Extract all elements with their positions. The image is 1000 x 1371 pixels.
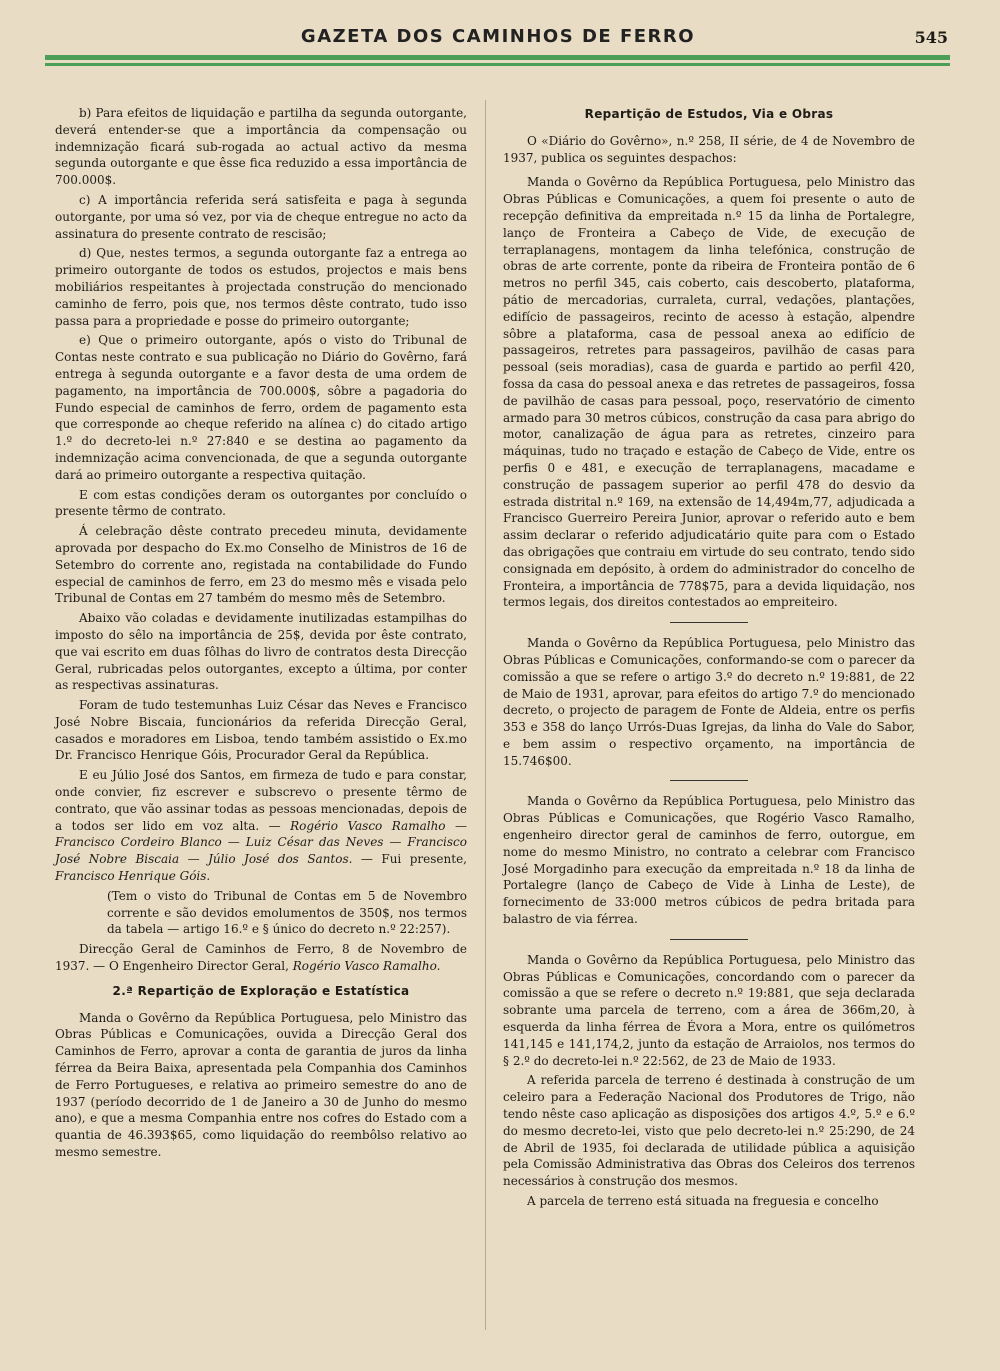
direction-signature: Rogério Vasco Ramalho. (292, 959, 441, 974)
signature-tail: — Fui presente, (352, 852, 467, 867)
journal-title: GAZETA DOS CAMINHOS DE FERRO (300, 26, 696, 47)
paragraph-conditions: E com estas condições deram os outorgantes por concluído o presente têrmo de contrato. (55, 487, 467, 519)
tribunal-note: (Tem o visto do Tribunal de Contas em 5 de Novembro corrente e são devidos emolumentos de 350$, nos termos da tabela — artigo 16.º e § único do decreto n.º 22:257). (107, 888, 467, 937)
paragraph-stamps: Abaixo vão coladas e devidamente inutilizadas estampilhas do imposto do sêlo na importância de 25$, devida por êste contrato, que vai escrito em duas fôlhas do livro de contratos desta Direcção Geral, rubricadas pelos outorgantes, excepto a última, por conter as respectivas assinaturas. (55, 611, 467, 693)
paragraph-e: e) Que o primeiro outorgante, após o visto do Tribunal de Contas neste contrato e sua publicação no Diário do Govêrno, fará entrega à segunda outorgante e a favor desta de uma ordem de pagamento, na importância de 700.000$, sôbre a pagadoria do Fundo especial de caminhos de ferro, ordem de pagamento esta que corresponde ao cheque referido na alínea c) do citado artigo 1.º do decreto-lei n.º 27:840 e se destina ao pagamento da indemnização acima convencionada, de que a segunda outorgante dará ao primeiro outorgante a respectiva quitação. (55, 333, 467, 482)
paragraph-fonte-aldeia: Manda o Govêrno da República Portuguesa, pelo Ministro das Obras Públicas e Comunicações, conformando-se com o parecer da comissão a que se refere o artigo 3.º do decreto n.º 19:881, de 22 de Maio de 1931, aprovar, para efeitos do artigo 7.º do mencionado decreto, o projecto de paragem de Fonte de Aldeia, entre os perfis 353 e 358 do lanço Urrós-Duas Igrejas, da linha do Vale do Sabor, e bem assim o respectivo orçamento, na importância de 15.746$00. (503, 636, 915, 768)
header-rule-thick (45, 55, 950, 60)
paragraph-parcela: A parcela de terreno está situada na freguesia e concelho (527, 1194, 879, 1209)
paragraph-celeiro: A referida parcela de terreno é destinada à construção de um celeiro para a Federação Nacional dos Produtores de Trigo, não tendo nêste caso aplicação as disposições dos artigos 4.º, 5.º e 6.º do mesmo decreto-lei, visto que pelo decreto-lei n.º 25:290, de 24 de Abril de 1935, foi declarada de utilidade pública a aquisição pela Comissão Administrativa das Obras dos Celeiros dos terrenos necessários à construção dos mesmos. (503, 1073, 915, 1189)
page-number: 545 (914, 28, 948, 47)
paragraph-d: d) Que, nestes termos, a segunda outorgante faz a entrega ao primeiro outorgante de todos os estudos, projectos e mais bens mobiliários respeitantes à projectada construção do mencionado caminho de ferro, pois que, nos termos dêste contrato, tudo isso passa para a propriedade e posse do primeiro outorgante; (55, 246, 467, 328)
signature-intro: E eu Júlio José dos Santos, em firmeza de tudo e para constar, onde convier, fiz escrever e subscrevo o presente têrmo de contrato, que vão assinar todas as pessoas mencionadas, depois de a todos ser lido em voz alta. — (55, 768, 467, 833)
header-rule-thin (45, 63, 950, 66)
paragraph-arraiolos: Manda o Govêrno da República Portuguesa, pelo Ministro das Obras Públicas e Comunicações, concordando com o parecer da comissão a que se refere o decreto n.º 19:881, que seja declarada sobrante uma parcela de terreno, com a área de 366m,20, à esquerda da linha férrea de Évora a Mora, entre os quilómetros 141,145 e 141,174,2, junto da estação de Arraiolos, nos termos do § 2.º do decreto-lei n.º 22:562, de 23 de Maio de 1933. (503, 952, 915, 1068)
paragraph-diario: O «Diário do Govêrno», n.º 258, II série, de 4 de Novembro de 1937, publica os seguintes despachos: (503, 133, 915, 165)
section-heading-estudos: Repartição de Estudos, Via e Obras (584, 107, 834, 121)
paragraph-b: b) Para efeitos de liquidação e partilha da segunda outorgante, deverá entender-se que a importância da compensação ou indemnização ficará sub-rogada ao actual activo da mesma segunda outorgante e que êsse fica reduzido a essa importância de 700.000$. (55, 106, 467, 188)
left-column (55, 105, 467, 1164)
column-gutter (485, 100, 486, 1330)
paragraph-signatures (55, 767, 467, 885)
paragraph-beira-baixa: Manda o Govêrno da República Portuguesa, pelo Ministro das Obras Públicas e Comunicações, ouvida a Direcção Geral dos Caminhos de Ferro, aprovar a conta de garantia de juros da linha férrea da Beira Baixa, apresentada pela Companhia dos Caminhos de Ferro Portugueses, e relativa ao primeiro semestre do ano de 1937 (período decorrido de 1 de Janeiro a 30 de Junho do mesmo ano), e que a mesma Companhia entre nos cofres do Estado com a quantia de 46.393$65, como liquidação do reembôlso relativo ao mesmo semestre. (55, 1010, 467, 1160)
right-column (503, 102, 915, 1213)
paragraph-fronteira: Manda o Govêrno da República Portuguesa, pelo Ministro das Obras Públicas e Comunicações, a quem foi presente o auto de recepção definitiva da empreitada n.º 15 da linha de Portalegre, lanço de Fronteira a Cabeço de Vide, de execução de terraplanagens, montagem da linha telefónica, construção de obras de arte corrente, ponte da ribeira de Fronteira pontão de 6 metros no perfil 345, cais coberto, cais descoberto, plataforma, pátio de mercadorias, curraleta, curral, vedações, plantações, edifício de passageiros, recinto de acesso à estação, alpendre sôbre a plataforma, casa de pessoal anexa ao edifício de passageiros, retretes para passageiros, pavilhão de casas para pessoal (seis moradias), casa de guarda e partido ao perfil 420, fossa da casa do pessoal anexa e das retretes de passageiros, fossa de pavilhão de casas para pessoal, poço, reservatório de cimento armado para 30 metros cúbicos, construção da casa para abrigo do motor, canalização de água para as retretes, cinzeiro para máquinas, tudo no traçado e estação de Cabeço de Vide, entre os perfis 0 e 481, e execução de terraplanagens, macadame e construção de passagem superior ao perfil 478 do desvio da estrada distrital n.º 169, na extensão de 14,494m,77, adjudicada a Francisco Guerreiro Pereira Junior, aprovar o referido auto e bem assim declarar o referido adjudicatário quite para com o Estado das obrigações que contraiu em virtude do seu contrato, tendo sido consignada em depósito, à ordem do administrador do concelho de Fronteira, a importância de 778$75, para a devida liquidação, nos termos legais, dos direitos contestados ao empreiteiro. (503, 175, 915, 610)
separator-3 (670, 939, 748, 940)
signature-names: Rogério Vasco Ramalho — Francisco Cordeiro Blanco — Luiz César das Neves — Francisco José Nobre Biscaia — Júlio José dos Santos. (55, 818, 467, 867)
separator-2 (670, 780, 748, 781)
paragraph-direction (55, 941, 467, 975)
signature-last: Francisco Henrique Góis. (55, 869, 211, 884)
paragraph-celebration: Á celebração dêste contrato precedeu minuta, devidamente aprovada por despacho do Ex.mo Conselho de Ministros de 16 de Setembro do corrente ano, registada na contabilidade do Fundo especial de caminhos de ferro, em 23 do mesmo mês e visada pelo Tribunal de Contas em 27 também do mesmo mês de Setembro. (55, 524, 467, 606)
separator-1 (670, 622, 748, 623)
section-heading-exploracao: 2.ª Repartição de Exploração e Estatística (112, 983, 410, 998)
paragraph-morgadinho: Manda o Govêrno da República Portuguesa, pelo Ministro das Obras Públicas e Comunicações, que Rogério Vasco Ramalho, engenheiro director geral de caminhos de ferro, outorgue, em nome do mesmo Ministro, no contrato a celebrar com Francisco José Morgadinho para execução da empreitada n.º 18 da linha de Portalegre (lanço de Cabeço de Vide à Linha de Leste), de fornecimento de 33:000 metros cúbicos de pedra britada para balastro de via férrea. (503, 794, 915, 927)
paragraph-c: c) A importância referida será satisfeita e paga à segunda outorgante, por uma só vez, por via de cheque entregue no acto da assinatura do presente contrato de rescisão; (55, 192, 467, 241)
page-header (48, 26, 948, 56)
paragraph-witnesses: Foram de tudo testemunhas Luiz César das Neves e Francisco José Nobre Biscaia, funcionários da referida Direcção Geral, casados e moradores em Lisboa, tendo também assistido o Ex.mo Dr. Francisco Henrique Góis, Procurador Geral da República. (55, 698, 467, 763)
direction-text: Direcção Geral de Caminhos de Ferro, 8 de Novembro de 1937. — O Engenheiro Director Geral, (55, 942, 467, 974)
